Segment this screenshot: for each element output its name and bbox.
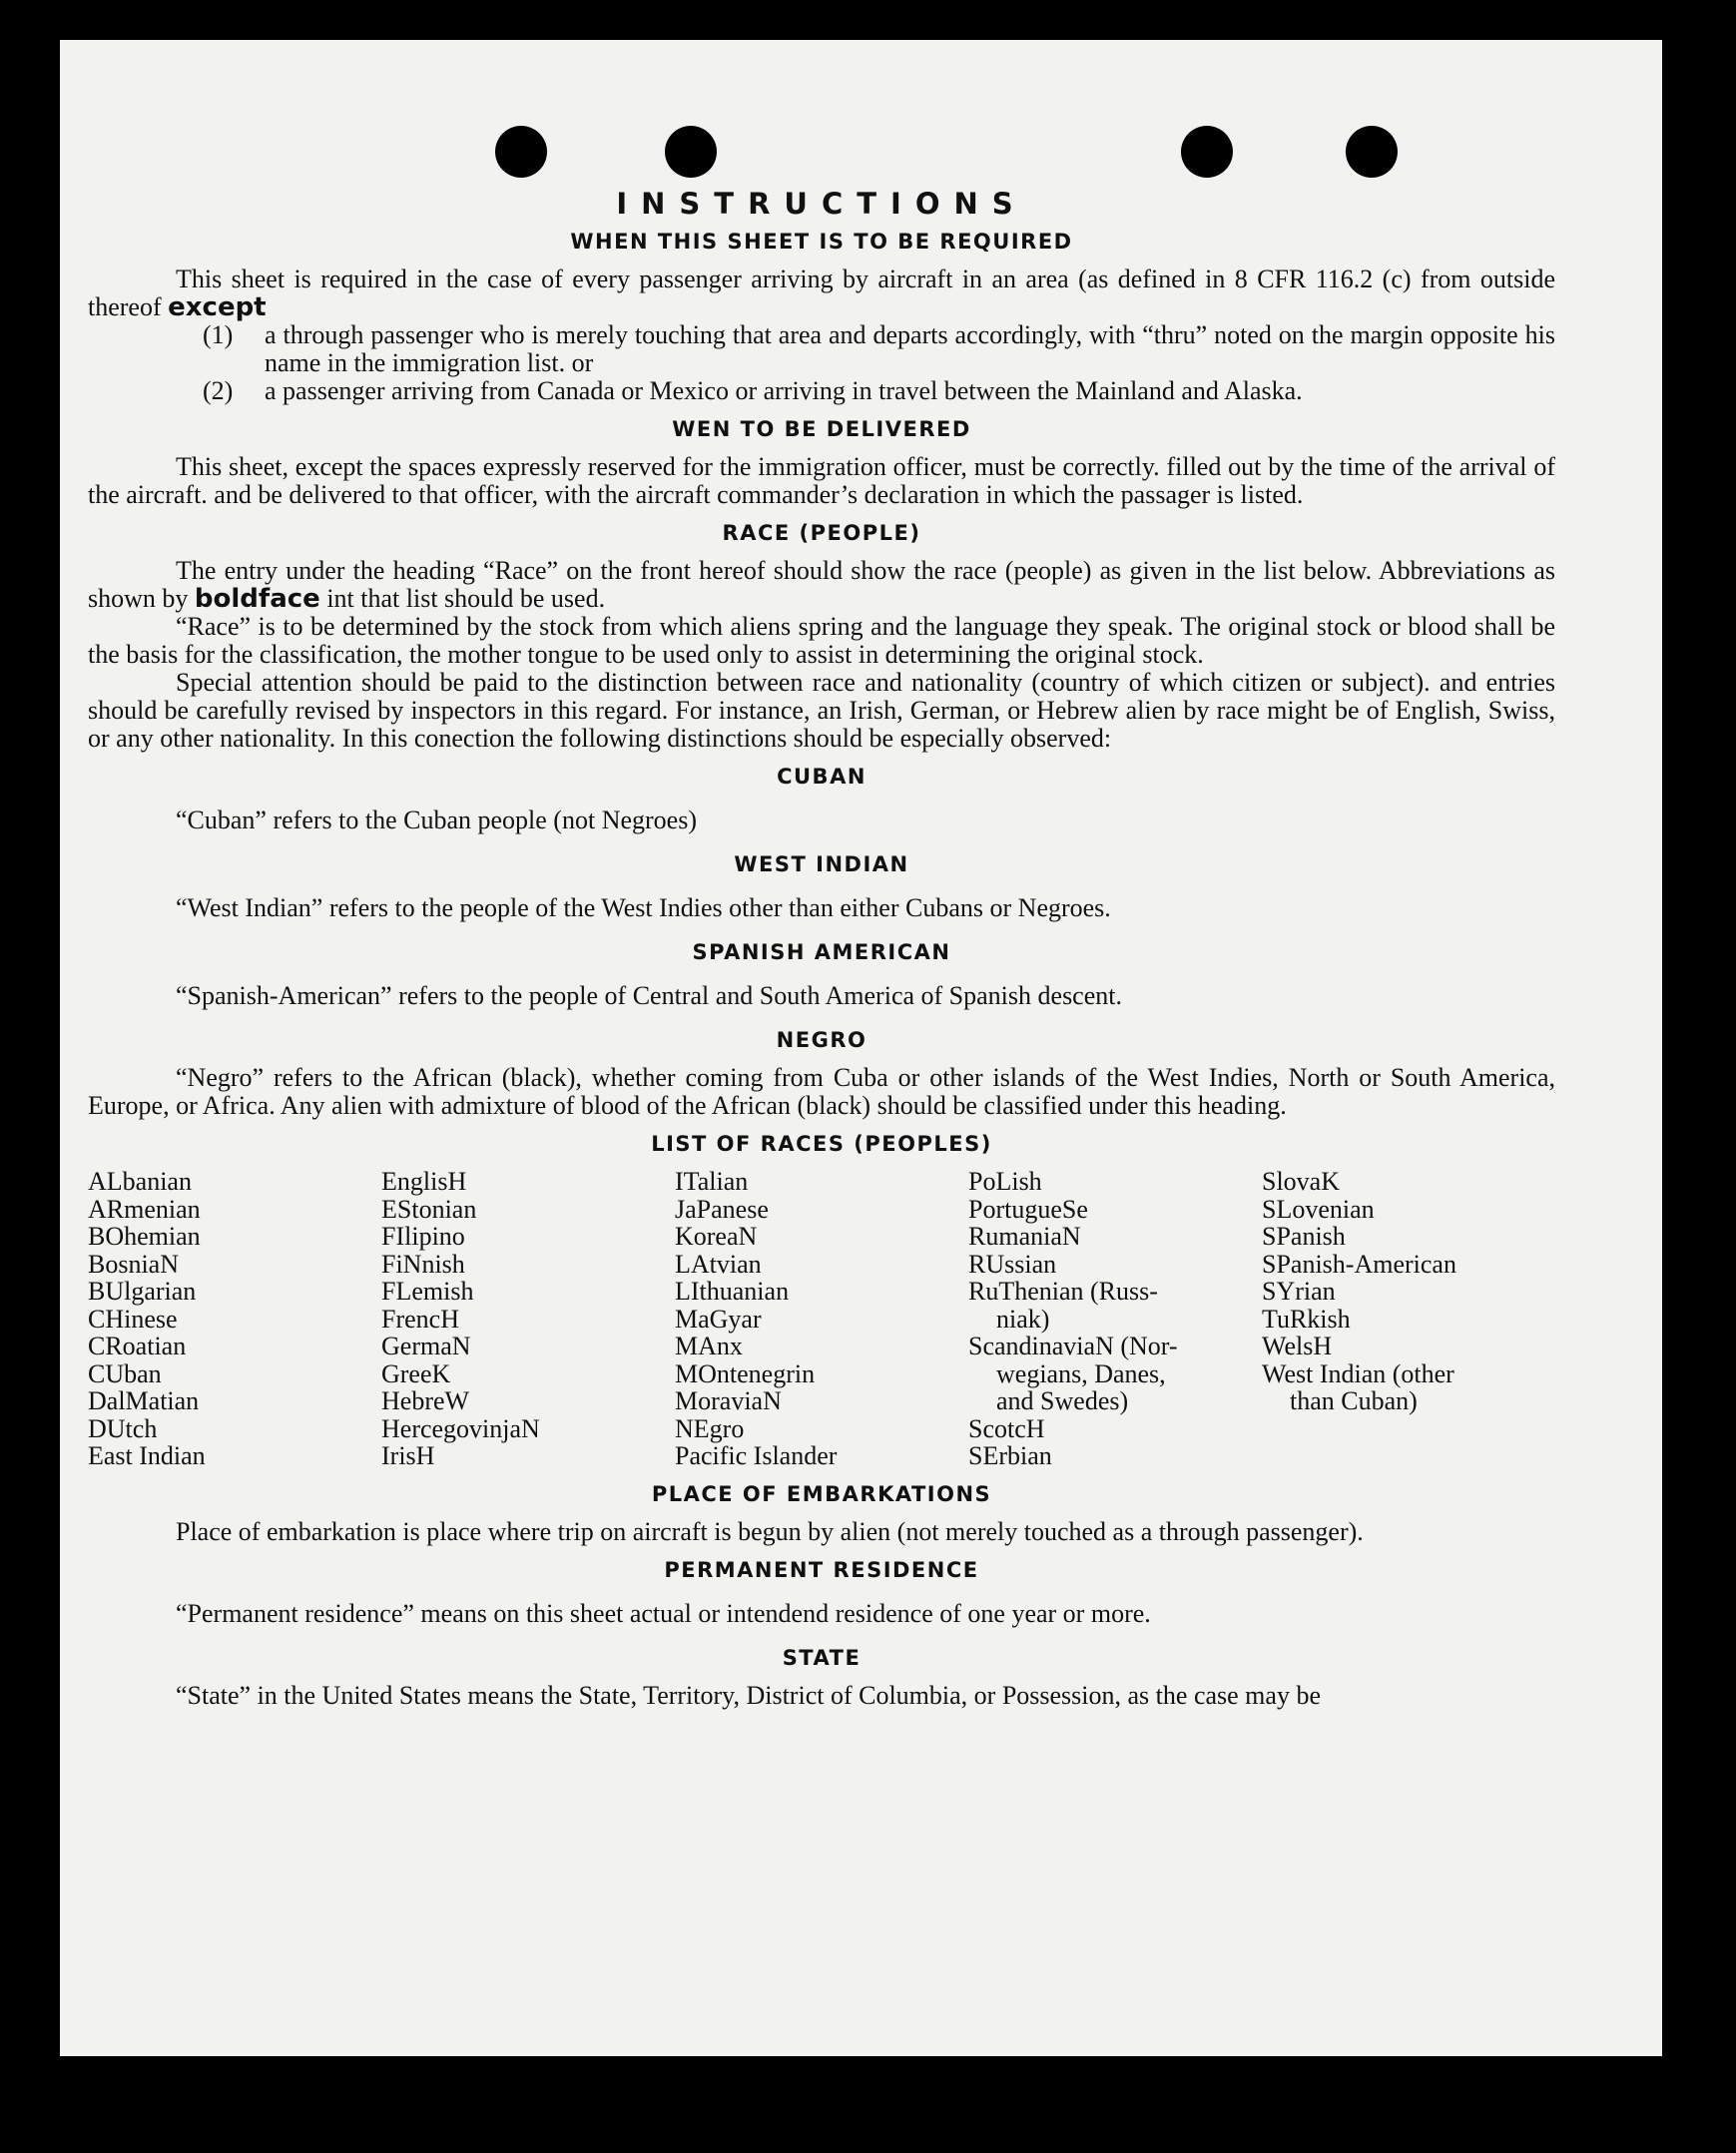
race-entry: wegians, Danes,: [996, 1358, 1166, 1388]
section-heading: NEGRO: [776, 1028, 868, 1052]
race-entry: JaPanese: [675, 1194, 769, 1224]
paragraph: This sheet, except the spaces expressly reserved for the immigration officer, must be correctly. filled out by the time of the arrival of the aircraft. and be delivered to that officer, with the aircraft commander’s declaration in which the passager is listed.: [88, 452, 1555, 509]
paragraph: “Race” is to be determined by the stock from which aliens spring and the language they speak. The original stock or blood shall be the basis for the classification, the mother tongue to be used only to assist in determining the original stock.: [88, 612, 1555, 669]
race-entry: MaGyar: [675, 1304, 762, 1334]
list-item: [203, 321, 1555, 377]
races-column: [675, 1168, 968, 1470]
section-heading: STATE: [782, 1645, 862, 1670]
paragraph: [88, 557, 1555, 613]
section-heading: PLACE OF EMBARKATIONS: [651, 1481, 992, 1506]
race-entry: BOhemian: [88, 1222, 201, 1251]
paragraph: Place of embarkation is place where trip on aircraft is begun by alien (not merely touched as a through passenger).: [176, 1516, 1364, 1546]
race-entry: LAtvian: [675, 1249, 762, 1279]
race-entry: ITalian: [675, 1167, 749, 1196]
race-entry: SYrian: [1262, 1277, 1336, 1306]
race-entry: DalMatian: [88, 1386, 200, 1415]
item-text: a through passenger who is merely touching that area and departs accordingly, with “thru” noted on the margin opposite his name in the immigration list. or: [265, 320, 1555, 377]
paragraph: “Cuban” refers to the Cuban people (not Negroes): [176, 806, 697, 834]
races-column: [88, 1168, 381, 1470]
race-entry: FLemish: [381, 1277, 474, 1306]
race-entry: CRoatian: [88, 1332, 187, 1360]
race-entry: BUlgarian: [88, 1277, 197, 1306]
paragraph-text: The entry under the heading “Race” on the front hereof should show the race (people) as given in the list below. Abbreviations as shown by: [88, 556, 1555, 613]
page-title: INSTRUCTIONS: [616, 187, 1027, 221]
race-entry: HebreW: [381, 1386, 470, 1415]
race-entry: MAnx: [675, 1332, 743, 1360]
section-heading: WEN TO BE DELIVERED: [672, 417, 971, 441]
race-entry: FrencH: [381, 1304, 459, 1334]
paragraph: “West Indian” refers to the people of the West Indies other than either Cubans or Negroes.: [176, 893, 1111, 922]
paragraph: “State” in the United States means the State, Territory, District of Columbia, or Possession, as the case may be: [176, 1680, 1321, 1710]
paragraph-text: int that list should be used.: [326, 584, 606, 613]
race-entry: West Indian (other: [1262, 1358, 1454, 1388]
race-entry: ScandinaviaN (Nor-: [968, 1332, 1178, 1360]
races-column: [968, 1168, 1262, 1470]
race-entry: PortugueSe: [968, 1194, 1088, 1224]
race-entry: RumaniaN: [968, 1222, 1081, 1251]
races-column: [1262, 1168, 1555, 1470]
race-entry: TuRkish: [1262, 1304, 1351, 1334]
race-entry: SErbian: [968, 1441, 1052, 1470]
punch-hole: [665, 126, 717, 178]
section-heading: CUBAN: [777, 765, 867, 789]
races-list: [88, 1168, 1555, 1470]
race-entry: MOntenegrin: [675, 1358, 816, 1388]
race-entry: FiNnish: [381, 1249, 465, 1279]
race-entry: SLovenian: [1262, 1194, 1375, 1224]
race-entry: CHinese: [88, 1304, 178, 1334]
race-entry: SPanish: [1262, 1222, 1346, 1251]
item-text: a passenger arriving from Canada or Mexico or arriving in travel between the Mainland and Alaska.: [265, 376, 1303, 405]
punch-hole: [495, 126, 547, 178]
races-column: [381, 1168, 675, 1470]
race-entry: DUtch: [88, 1413, 158, 1443]
race-entry: NEgro: [675, 1413, 745, 1443]
section-heading: RACE (PEOPLE): [722, 521, 921, 545]
section-heading: LIST OF RACES (PEOPLES): [651, 1132, 992, 1156]
race-entry: niak): [996, 1304, 1050, 1334]
race-entry: East Indian: [88, 1441, 206, 1470]
punch-hole: [1346, 126, 1398, 178]
paragraph: “Permanent residence” means on this sheet actual or intendend residence of one year or more.: [176, 1598, 1151, 1628]
race-entry: GreeK: [381, 1358, 451, 1388]
paragraph-text: This sheet is required in the case of every passenger arriving by aircraft in an area (as defined in 8 CFR 116.2 (c) from outside thereof: [88, 265, 1555, 321]
race-entry: ALbanian: [88, 1167, 192, 1196]
paragraph: “Negro” refers to the African (black), whether coming from Cuba or other islands of the West Indies, North or South America, Europe, or Africa. Any alien with admixture of blood of the African (black) should be classified under this heading.: [88, 1063, 1555, 1120]
race-entry: FIlipino: [381, 1222, 465, 1251]
paragraph: “Spanish-American” refers to the people of Central and South America of Spanish descent.: [176, 981, 1122, 1010]
section-heading: WHEN THIS SHEET IS TO BE REQUIRED: [570, 230, 1073, 254]
item-number: (1): [203, 320, 234, 349]
race-entry: EnglisH: [381, 1167, 467, 1196]
paragraph: [88, 266, 1555, 321]
section-heading: WEST INDIAN: [734, 852, 909, 876]
race-entry: SlovaK: [1262, 1167, 1340, 1196]
instructions-content: [88, 187, 1555, 1710]
race-entry: ScotcH: [968, 1413, 1045, 1443]
race-entry: HercegovinjaN: [381, 1413, 540, 1443]
paragraph: Special attention should be paid to the distinction between race and nationality (country of which citizen or subject). and entries should be carefully revised by inspectors in this regard. For instance, an Irish, German, or Hebrew alien by race might be of English, Swiss, or any other nationality. In this conection the following distinctions should be especially observed:: [88, 668, 1555, 753]
punch-hole: [1181, 126, 1233, 178]
race-entry: BosniaN: [88, 1249, 179, 1279]
race-entry: than Cuban): [1290, 1386, 1418, 1415]
item-number: (2): [203, 376, 234, 405]
race-entry: GermaN: [381, 1332, 471, 1360]
race-entry: LIthuanian: [675, 1277, 790, 1306]
race-entry: RuThenian (Russ-: [968, 1277, 1158, 1306]
race-entry: SPanish-American: [1262, 1249, 1456, 1279]
race-entry: CUban: [88, 1358, 162, 1388]
race-entry: RUssian: [968, 1249, 1057, 1279]
section-heading: SPANISH AMERICAN: [692, 940, 951, 964]
race-entry: Pacific Islander: [675, 1441, 838, 1470]
list-item: [203, 377, 1555, 405]
race-entry: EStonian: [381, 1194, 477, 1224]
emphasis-text: boldface: [194, 584, 320, 614]
emphasis-text: except: [168, 292, 267, 322]
race-entry: MoraviaN: [675, 1386, 782, 1415]
section-heading: PERMANENT RESIDENCE: [664, 1557, 979, 1582]
race-entry: KoreaN: [675, 1222, 758, 1251]
race-entry: WelsH: [1262, 1332, 1333, 1360]
race-entry: and Swedes): [996, 1386, 1129, 1415]
race-entry: PoLish: [968, 1167, 1042, 1196]
race-entry: ARmenian: [88, 1194, 201, 1224]
race-entry: IrisH: [381, 1441, 435, 1470]
